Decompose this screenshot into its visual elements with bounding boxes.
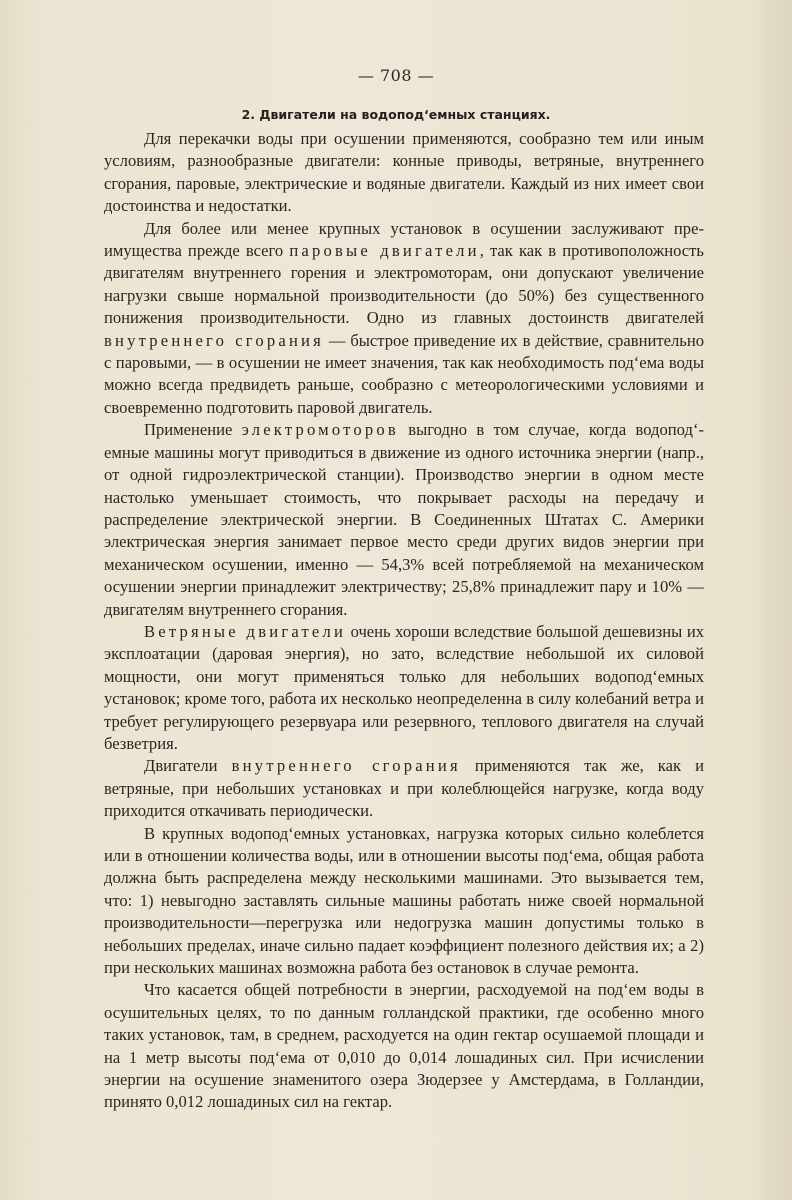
paragraph-text: — быстрое приведение их в действие, сравнительно с паровыми, — в осушении не имеет значения, так как необходимость под‘ема воды можно всегда предвидеть раньше, сообразно с метеорологическими условиями и своевременно подготовить паровой двигатель. bbox=[104, 330, 704, 417]
paragraph bbox=[104, 218, 704, 420]
emphasized-term: паровые двигатели bbox=[289, 241, 480, 261]
paragraph-text: Применение bbox=[144, 420, 242, 440]
section-heading: 2. Двигатели на водопод‘емных станциях. bbox=[241, 107, 551, 122]
paragraph bbox=[104, 755, 704, 822]
paragraph bbox=[104, 128, 704, 218]
paragraph-text: , так как в противоположность двигателям внутреннего горения и электромоторам, они допускают увеличение нагрузки свыше нормальной производительности (до 50%) без существенного понижения производительности. Одно из главных достоинств двигателей bbox=[104, 241, 704, 328]
paragraph-text: Что касается общей потребности в энергии, расходуемой на под‘ем воды в осушительных целях, то по данным голландской практики, где особенно много таких установок, там, в среднем, расходуется на один гектар осушаемой площади и на 1 метр высоты под‘ема от 0,010 до 0,014 лошадиных сил. При исчислении энергии на осушение знаменитого озера Зюдерзее у Амстердама, в Голландии, принято 0,012 лошадиных сил на гектар. bbox=[104, 980, 704, 1112]
emphasized-term: внутреннего сгорания bbox=[104, 330, 324, 350]
paragraph bbox=[104, 979, 704, 1113]
emphasized-term: внутреннего сгорания bbox=[231, 756, 461, 776]
page-number: — 708 — bbox=[357, 66, 435, 85]
paragraph bbox=[104, 621, 704, 755]
paragraph bbox=[104, 823, 704, 980]
emphasized-term: электромоторов bbox=[241, 420, 399, 440]
paragraph-text: Для перекачки воды при осушении применяются, сообразно тем или иным условиям, разнообразные двигатели: конные приводы, ветряные, внутреннего сгорания, паровые, электрические и водяные двигатели. Каждый из них имеет свои достоинства и недостатки. bbox=[104, 129, 704, 216]
body-text bbox=[104, 128, 704, 1114]
paragraph-text: Двигатели bbox=[144, 756, 232, 776]
paragraph-text: В крупных водопод‘емных установках, нагрузка которых сильно колеблется или в отношении количества воды, или в отношении высоты под‘ема, общая работа должна быть распределена между несколькими машинами. Это вызывается тем, что: 1) невыгодно заставлять сильные машины работать ниже своей нормальной производительности—перегрузка или недогрузка машин допустимы только в небольших пределах, иначе сильно падает коэффициент полезного действия их; а 2) при нескольких машинах возможна работа без остановок в случае ремонта. bbox=[104, 823, 704, 978]
paragraph-text: очень хороши вследствие большой дешевизны их эксплоатации (даровая энергия), но зато, вследствие небольшой их силовой мощности, они могут применяться только для небольших водопод‘емных установок; кроме того, работа их несколько неопределенна в силу колебаний ветра и требует регулирующего резервуара или резервного, теплового двигателя на случай безветрия. bbox=[104, 621, 704, 753]
paragraph-text: Для более или менее крупных установок в осушении заслуживают преимущества прежде всего bbox=[104, 218, 704, 261]
paragraph bbox=[104, 419, 704, 621]
paragraph-text: выгодно в том случае, когда водопод‘емные машины могут приводиться в движение из одного источника энергии (напр., от одной гидроэлектрической станции). Производство энергии в одном месте настолько уменьшает стоимость, что покрывает расходы на передачу и распределение электрической энергии. В Соединенных Штатах С. Америки электрическая энергия занимает первое место среди других видов энергии при механическом осушении, именно — 54,3% всей потребляемой на механическом осушении энергии принадлежит электричеству; 25,8% принадлежит пару и 10% — двигателям внутреннего сгорания. bbox=[104, 420, 704, 619]
paragraph-text: применяются так же, как и ветряные, при небольших установках и при колеблющейся нагрузке, когда воду приходится откачивать периодически. bbox=[104, 756, 705, 821]
emphasized-term: Ветряные двигатели bbox=[144, 621, 347, 641]
